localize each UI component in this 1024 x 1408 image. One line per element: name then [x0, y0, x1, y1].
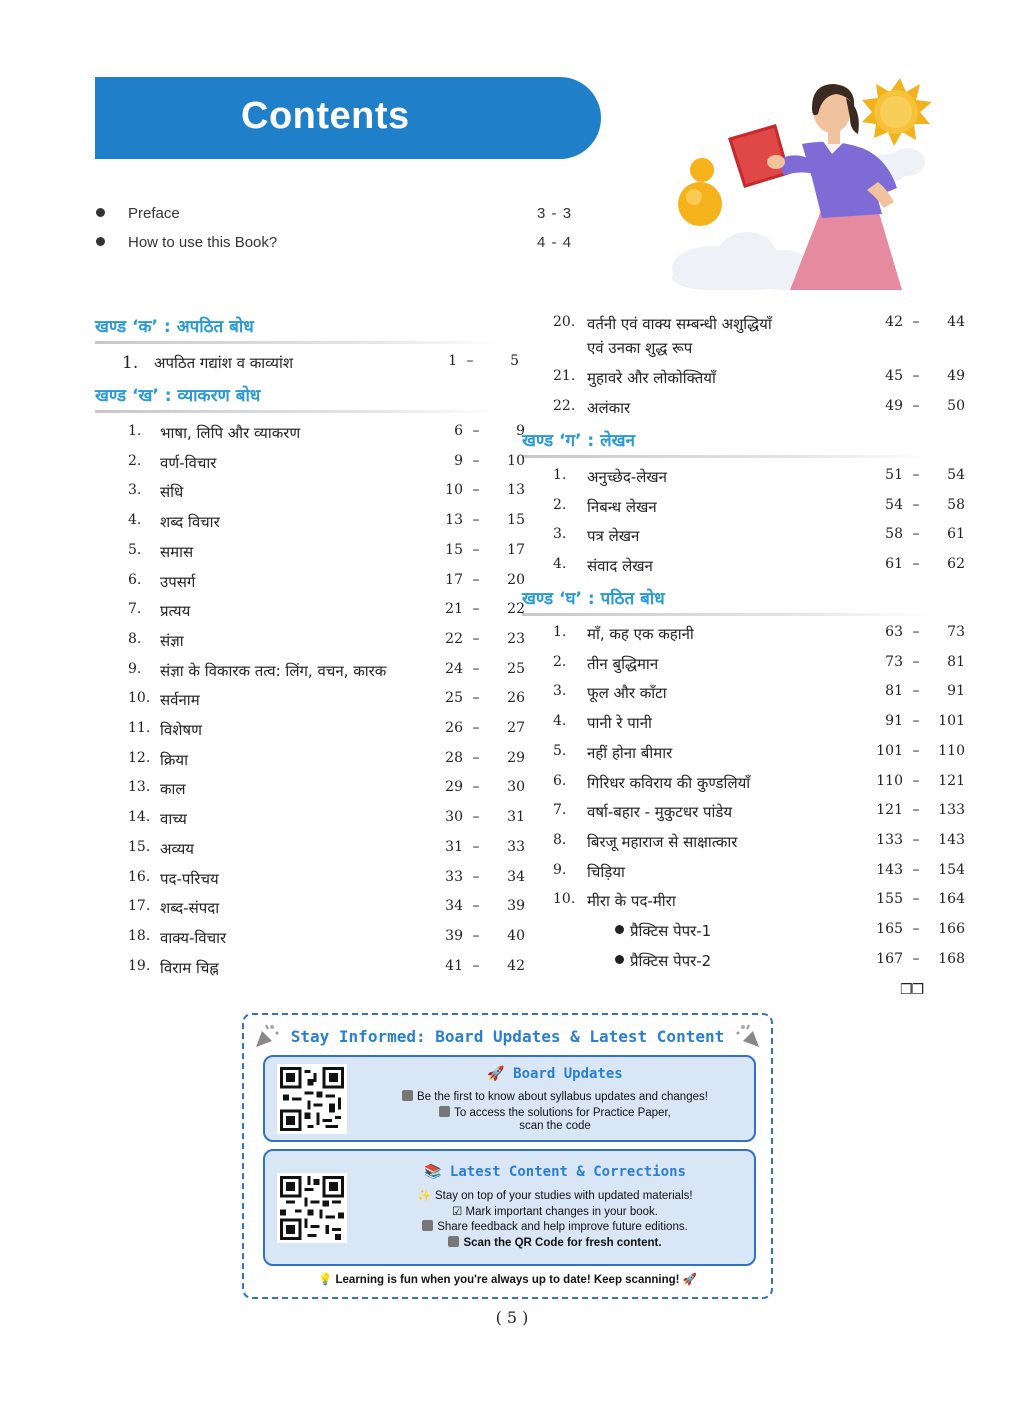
- toc-entry[interactable]: [128, 512, 533, 540]
- toc-entry[interactable]: [553, 398, 963, 426]
- toc-entry[interactable]: [128, 482, 533, 510]
- page-to: 143: [938, 831, 965, 848]
- page-to: 166: [938, 921, 965, 937]
- page-from: 17: [445, 571, 463, 588]
- page-to: 22: [507, 601, 525, 618]
- entry-title: संधि: [160, 483, 184, 502]
- entry-title: अनुच्छेद-लेखन: [587, 468, 667, 486]
- toc-entry[interactable]: [553, 654, 963, 682]
- info-box-footer: 💡 Learning is fun when you're always up to date! Keep scanning! 🚀: [317, 1274, 698, 1286]
- page-dash: –: [472, 898, 480, 915]
- entry-title: विशेषण: [160, 721, 202, 739]
- page-to: 25: [507, 660, 525, 677]
- page-to: 33: [507, 838, 525, 855]
- entry-number: 12.: [128, 749, 151, 766]
- toc-entry[interactable]: [553, 951, 963, 979]
- toc-entry[interactable]: [553, 773, 963, 801]
- page-from: 165: [876, 921, 903, 937]
- entry-number: 10.: [128, 690, 151, 707]
- toc-entry[interactable]: [128, 601, 533, 629]
- toc-entry[interactable]: [553, 921, 963, 949]
- entry-title: बिरजू महाराज से साक्षात्कार: [587, 832, 738, 851]
- page-to: 50: [947, 398, 965, 414]
- page-to: 27: [507, 720, 525, 736]
- toc-entry[interactable]: [128, 779, 533, 807]
- page-from: 34: [445, 898, 463, 915]
- entry-number: 9.: [128, 660, 142, 677]
- toc-entry[interactable]: [553, 368, 963, 396]
- section-heading-ka: खण्ड ‘क’ : अपठित बोध: [95, 314, 500, 344]
- page-from: 10: [445, 482, 463, 499]
- entry-number: 2.: [553, 653, 567, 670]
- page-dash: –: [912, 653, 920, 670]
- entry-title: वर्तनी एवं वाक्य सम्बन्धी अशुद्धियाँ: [587, 315, 772, 333]
- page-to: 81: [947, 653, 965, 670]
- entry-number: 4.: [128, 512, 142, 529]
- page-dash: –: [472, 690, 480, 707]
- entry-title: चिड़िया: [587, 862, 625, 881]
- entry-number: 10.: [553, 891, 576, 908]
- page-from: 24: [445, 660, 463, 677]
- page-from: 25: [445, 690, 463, 707]
- page-from: 41: [445, 957, 463, 974]
- toc-entry[interactable]: [553, 802, 963, 830]
- entry-number: 15.: [128, 838, 151, 855]
- page-to: 13: [507, 482, 525, 499]
- page-from: 21: [445, 601, 463, 618]
- page-to: 121: [938, 772, 965, 789]
- entry-number: 22.: [553, 398, 576, 414]
- bullet-icon: [96, 208, 105, 217]
- entry-number: 7.: [553, 802, 567, 819]
- page-to: 91: [947, 683, 965, 700]
- page-from: 143: [876, 861, 903, 878]
- entry-title: मुहावरे और लोकोक्तियाँ: [587, 369, 716, 387]
- entry-number: 20.: [553, 314, 576, 330]
- entry-title: पानी रे पानी: [587, 714, 652, 733]
- page-to: 101: [938, 713, 965, 730]
- entry-number: 11.: [128, 720, 151, 736]
- entry-title: वाक्य-विचार: [160, 928, 227, 947]
- page-number: ( 5 ): [495, 1308, 529, 1327]
- page-dash: –: [912, 802, 920, 819]
- page-to: 15: [507, 512, 525, 529]
- page-from: 26: [445, 720, 463, 736]
- page-to: 110: [938, 742, 965, 759]
- page-dash: –: [912, 624, 920, 640]
- page-dash: –: [912, 398, 920, 414]
- qr-code-board-updates[interactable]: [277, 1064, 347, 1134]
- entry-number: 17.: [128, 898, 151, 915]
- lightbulb-icon: 💡: [317, 1274, 333, 1286]
- page-dash: –: [912, 742, 920, 759]
- page-from: 9: [454, 452, 463, 469]
- toc-entry[interactable]: [553, 314, 965, 357]
- page-from: 33: [445, 868, 463, 885]
- entry-title: सर्वनाम: [160, 691, 200, 710]
- toc-entry[interactable]: [128, 928, 533, 956]
- page-from: 51: [885, 467, 903, 483]
- entry-title: विराम चिह्न: [160, 958, 219, 977]
- entry-number: 4.: [553, 556, 567, 573]
- page-to: 61: [947, 526, 965, 543]
- page-from: 91: [885, 713, 903, 730]
- entry-title: निबन्ध लेखन: [587, 497, 657, 516]
- page-dash: –: [472, 927, 480, 944]
- page-from: 29: [445, 779, 463, 796]
- page-dash: –: [472, 571, 480, 588]
- bullet-icon: [96, 237, 105, 246]
- entry-number: 19.: [128, 957, 151, 974]
- page-to: 58: [947, 496, 965, 513]
- page-to: 49: [947, 368, 965, 384]
- page-dash: –: [912, 314, 920, 330]
- entry-title: वर्षा-बहार - मुकुटधर पांडेय: [587, 803, 733, 822]
- toc-entry[interactable]: [128, 750, 533, 778]
- megaphone-icon: [402, 1090, 413, 1101]
- toc-entry[interactable]: [553, 497, 963, 525]
- toc-entry[interactable]: [553, 683, 963, 711]
- latest-content-card: 📚 Latest Content & Corrections ✨ Stay on top of your studies with updated materials! ☑ Mark important changes in your book. Share feedback and help improve future editions. Scan the QR Code for fresh content.: [263, 1149, 756, 1266]
- page-from: 28: [445, 749, 463, 766]
- entry-title: काल: [160, 780, 186, 799]
- toc-entry[interactable]: [128, 809, 533, 837]
- section-heading-ga: खण्ड ‘ग’ : लेखन: [522, 428, 930, 458]
- entry-number: 2.: [128, 452, 142, 469]
- page-to: 5: [510, 353, 519, 369]
- page-from: 30: [445, 809, 463, 826]
- board-updates-card: 🚀 Board Updates Be the first to know about syllabus updates and changes! To access the solutions for Practice Paper, scan the code: [263, 1055, 756, 1142]
- party-popper-icon: [735, 1021, 763, 1049]
- page-from: 167: [876, 950, 903, 967]
- page-dash: –: [912, 368, 920, 384]
- page-from: 49: [885, 398, 903, 414]
- toc-entry[interactable]: [553, 832, 963, 860]
- entry-number: 6.: [553, 772, 567, 789]
- page-dash: –: [912, 772, 920, 789]
- entry-title: वाच्य: [160, 810, 187, 829]
- page-dash: –: [912, 467, 920, 483]
- page-to: 73: [947, 624, 965, 640]
- page-from: 63: [885, 624, 903, 640]
- entry-number: 9.: [553, 861, 567, 878]
- entry-number: 4.: [553, 713, 567, 730]
- entry-title: प्रैक्टिस पेपर-1: [615, 921, 711, 941]
- toc-entry[interactable]: [553, 743, 963, 771]
- page-from: 31: [445, 838, 463, 855]
- memo-icon: [422, 1220, 433, 1231]
- entry-title: माँ, कह एक कहानी: [587, 625, 694, 643]
- contents-banner: [95, 77, 601, 159]
- entry-title: उपसर्ग: [160, 572, 196, 591]
- page-from: 45: [885, 368, 903, 384]
- page-dash: –: [912, 526, 920, 543]
- books-icon: 📚: [424, 1164, 442, 1180]
- page-dash: –: [472, 720, 480, 736]
- page-dash: –: [472, 838, 480, 855]
- entry-number: 5.: [128, 541, 142, 558]
- page-dash: –: [912, 950, 920, 967]
- page-dash: –: [472, 749, 480, 766]
- page-from: 54: [885, 496, 903, 513]
- page-to: 42: [507, 957, 525, 974]
- checkbox-icon: ☑: [452, 1206, 463, 1218]
- page-to: 10: [507, 452, 525, 469]
- page-to: 9: [516, 423, 525, 439]
- rocket-icon: 🚀: [487, 1066, 505, 1082]
- phone-icon: [439, 1106, 450, 1117]
- page-to: 29: [507, 749, 525, 766]
- page-to: 20: [507, 571, 525, 588]
- page-to: 54: [947, 467, 965, 483]
- entry-number: 2.: [553, 496, 567, 513]
- toc-entry[interactable]: [553, 713, 963, 741]
- entry-title: तीन बुद्धिमान: [587, 654, 659, 673]
- toc-entry[interactable]: [128, 542, 533, 570]
- bullet-icon: [615, 925, 624, 934]
- toc-entry[interactable]: [128, 958, 533, 986]
- page-title: Contents: [241, 95, 410, 137]
- page-to: 44: [947, 314, 965, 330]
- list-item[interactable]: How to use this Book? 4 - 4: [96, 229, 596, 258]
- page-from: 42: [885, 314, 903, 330]
- board-updates-title: 🚀 Board Updates: [487, 1066, 623, 1082]
- entry-number: 3.: [553, 683, 567, 700]
- entry-number: 1.: [553, 624, 567, 640]
- entry-title: समास: [160, 542, 194, 561]
- entry-number: 8.: [128, 630, 142, 647]
- entry-title: क्रिया: [160, 750, 188, 769]
- page-from: 58: [885, 526, 903, 543]
- page-from: 73: [885, 653, 903, 670]
- page-to: 133: [938, 802, 965, 819]
- toc-entry[interactable]: [128, 453, 533, 481]
- entry-title: नहीं होना बीमार: [587, 743, 673, 762]
- entry-number: 7.: [128, 601, 142, 618]
- entry-title: फूल और काँटा: [587, 684, 667, 703]
- page-from: 110: [876, 772, 903, 789]
- page-dash: –: [472, 512, 480, 529]
- entry-title: अलंकार: [587, 399, 631, 417]
- page-to: 34: [507, 868, 525, 885]
- page-to: 62: [947, 556, 965, 573]
- entry-number: 1.: [553, 467, 567, 483]
- page-from: 15: [445, 541, 463, 558]
- entry-number: 5.: [553, 742, 567, 759]
- page-dash: –: [912, 683, 920, 700]
- entry-number: 14.: [128, 809, 151, 826]
- entry-number: 18.: [128, 927, 151, 944]
- entry-title: अपठित गद्यांश व काव्यांश: [154, 354, 294, 372]
- page-dash: –: [472, 630, 480, 647]
- page-to: 154: [938, 861, 965, 878]
- toc-entry[interactable]: [128, 690, 533, 718]
- page-dash: –: [912, 713, 920, 730]
- front-matter-list: [96, 200, 596, 258]
- page-to: 26: [507, 690, 525, 707]
- toc-entry[interactable]: [128, 898, 533, 926]
- page-to: 168: [938, 950, 965, 967]
- toc-entry[interactable]: [553, 891, 963, 919]
- toc-entry[interactable]: [553, 467, 963, 495]
- page-dash: –: [472, 868, 480, 885]
- entry-title: भाषा, लिपि और व्याकरण: [160, 424, 301, 442]
- page-dash: –: [466, 353, 474, 369]
- entry-number: 6.: [128, 571, 142, 588]
- toc-entry[interactable]: [122, 353, 527, 381]
- entry-number: 3.: [128, 482, 142, 499]
- phone-icon: [448, 1236, 459, 1247]
- entry-number: 13.: [128, 779, 151, 796]
- toc-entry[interactable]: [128, 661, 533, 689]
- toc-entry[interactable]: [553, 624, 963, 652]
- page-to: 30: [507, 779, 525, 796]
- entry-number: 16.: [128, 868, 151, 885]
- entry-title: प्रत्यय: [160, 602, 191, 621]
- reading-woman-illustration: [672, 78, 934, 290]
- entry-title: प्रैक्टिस पेपर-2: [615, 951, 711, 971]
- page-to: 23: [507, 630, 525, 647]
- page-from: 155: [876, 891, 903, 908]
- entry-title: मीरा के पद-मीरा: [587, 892, 676, 911]
- page-to: 39: [507, 898, 525, 915]
- toc-entry[interactable]: [128, 839, 533, 867]
- page-dash: –: [912, 556, 920, 573]
- info-box-heading: Stay Informed: Board Updates & Latest Content: [290, 1027, 725, 1046]
- page-to: 31: [507, 809, 525, 826]
- page-dash: –: [472, 779, 480, 796]
- end-mark: ❒❒: [900, 982, 924, 998]
- page-from: 39: [445, 927, 463, 944]
- page-dash: –: [912, 861, 920, 878]
- toc-entry[interactable]: [553, 862, 963, 890]
- entry-number: 3.: [553, 526, 567, 543]
- entry-number: 8.: [553, 831, 567, 848]
- entry-number: 1.: [128, 423, 142, 439]
- page-dash: –: [472, 541, 480, 558]
- toc-entry[interactable]: [128, 572, 533, 600]
- latest-content-title: 📚 Latest Content & Corrections: [424, 1164, 686, 1180]
- page-from: 6: [454, 423, 463, 439]
- page-dash: –: [472, 660, 480, 677]
- page-from: 61: [885, 556, 903, 573]
- page-to: 164: [938, 891, 965, 908]
- page-from: 22: [445, 630, 463, 647]
- entry-title: वर्ण-विचार: [160, 453, 217, 472]
- entry-title: गिरिधर कविराय की कुण्डलियाँ: [587, 773, 751, 792]
- entry-title: संज्ञा के विकारक तत्व: लिंग, वचन, कारक: [160, 661, 387, 680]
- rocket-icon: 🚀: [682, 1274, 698, 1286]
- page-dash: –: [472, 423, 480, 439]
- page-dash: –: [472, 809, 480, 826]
- entry-title: पत्र लेखन: [587, 527, 640, 546]
- entry-title: संज्ञा: [160, 631, 184, 650]
- page-from: 121: [876, 802, 903, 819]
- entry-title: शब्द-संपदा: [160, 899, 220, 918]
- toc-entry[interactable]: [128, 423, 533, 451]
- entry-title: पद-परिचय: [160, 869, 219, 888]
- qr-code-latest-content[interactable]: [277, 1173, 347, 1243]
- page-dash: –: [472, 601, 480, 618]
- entry-title: अव्यय: [160, 839, 194, 858]
- toc-entry[interactable]: [128, 631, 533, 659]
- page-from: 101: [876, 742, 903, 759]
- list-item[interactable]: Preface 3 - 3: [96, 200, 596, 229]
- sparkles-icon: ✨: [417, 1190, 432, 1202]
- section-heading-gha: खण्ड ‘घ’ : पठित बोध: [522, 586, 930, 616]
- toc-entry[interactable]: [553, 526, 963, 554]
- entry-title: संवाद लेखन: [587, 557, 653, 576]
- page-to: 17: [507, 541, 525, 558]
- toc-entry[interactable]: [553, 556, 963, 584]
- entry-number: 1.: [122, 353, 139, 373]
- page-dash: –: [912, 831, 920, 848]
- section-heading-kha: खण्ड ‘ख’ : व्याकरण बोध: [95, 383, 500, 413]
- page-dash: –: [472, 452, 480, 469]
- page-from: 81: [885, 683, 903, 700]
- entry-number: 21.: [553, 368, 576, 384]
- page-dash: –: [912, 891, 920, 908]
- page-from: 13: [445, 512, 463, 529]
- page-dash: –: [472, 957, 480, 974]
- bullet-icon: [615, 955, 624, 964]
- page-from: 133: [876, 831, 903, 848]
- page-from: 1: [448, 353, 457, 369]
- entry-title: शब्द विचार: [160, 513, 220, 532]
- page-dash: –: [912, 921, 920, 937]
- page-dash: –: [912, 496, 920, 513]
- stay-informed-box: [242, 1013, 773, 1299]
- toc-entry[interactable]: [128, 869, 533, 897]
- toc-entry[interactable]: [128, 720, 533, 748]
- page-dash: –: [472, 482, 480, 499]
- page-to: 40: [507, 927, 525, 944]
- entry-title-continued: एवं उनका शुद्ध रूप: [587, 339, 693, 357]
